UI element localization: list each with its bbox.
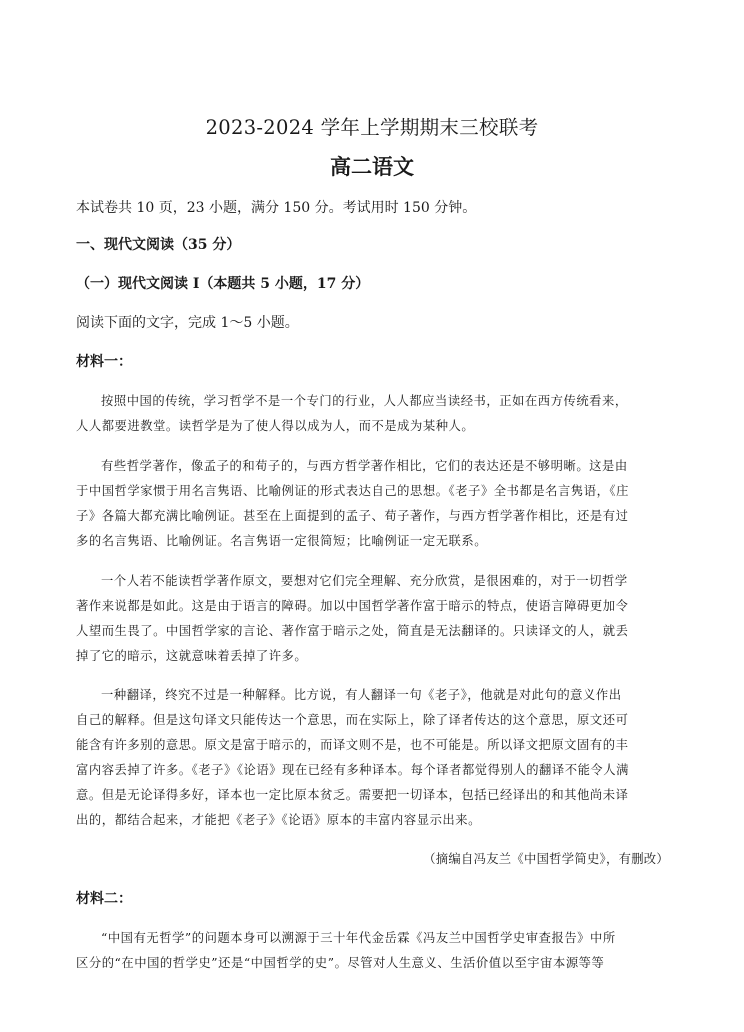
text-line: 意。但是无论译得多好，译本也一定比原本贫乏。需要把一切译本，包括已经译出的和其他尚未译 xyxy=(76,788,629,802)
text-line: 有些哲学著作，像孟子的和荀子的，与西方哲学著作相比，它们的表达还是不够明晰。这是由 xyxy=(101,459,628,473)
exam-intro: 本试卷共 10 页，23 小题，满分 150 分。考试用时 150 分钟。 xyxy=(76,200,477,216)
subsection-heading: （一）现代文阅读 I（本题共 5 小题，17 分） xyxy=(76,276,370,292)
text-line: 于中国哲学家惯于用名言隽语、比喻例证的形式表达自己的思想。《老子》全书都是名言隽语，《庄 xyxy=(76,484,629,498)
text-line: 能含有许多别的意思。原文是富于暗示的，而译文则不是，也不可能是。所以译文把原文固有的丰 xyxy=(76,738,629,752)
text-line: 出的，都结合起来，才能把《老子》《论语》原本的丰富内容显示出来。 xyxy=(76,813,481,827)
text-line: 按照中国的传统，学习哲学不是一个专门的行业，人人都应当读经书，正如在西方传统看来， xyxy=(101,394,628,408)
text-line: 富内容丢掉了许多。《老子》《论语》现在已经有多种译本。每个译者都觉得别人的翻译不能令人满 xyxy=(76,763,629,777)
section-heading: 一、现代文阅读（35 分） xyxy=(76,237,241,253)
material-one-label: 材料一： xyxy=(76,354,132,370)
material-one-source: （摘编自冯友兰《中国哲学简史》，有删改） xyxy=(423,852,669,866)
text-line: 多的名言隽语、比喻例证。名言隽语一定很简短；比喻例证一定无联系。 xyxy=(76,534,488,548)
text-line: “中国有无哲学”的问题本身可以溯源于三十年代金岳霖《冯友兰中国哲学史审查报告》中所 xyxy=(101,931,616,945)
text-line: 著作来说都是如此。这是由于语言的障碍。加以中国哲学著作富于暗示的特点，使语言障碍更加令 xyxy=(76,599,629,613)
text-line: 子》各篇大都充满比喻例证。甚至在上面提到的孟子、荀子著作，与西方哲学著作相比，还是有过 xyxy=(76,509,629,523)
text-line: 人人都要进教堂。读哲学是为了使人得以成为人，而不是成为某种人。 xyxy=(76,419,475,433)
text-line: 人望而生畏了。中国哲学家的言论、著作富于暗示之处，简直是无法翻译的。只读译文的人，就丢 xyxy=(76,624,629,638)
text-line: 自己的解释。但是这句译文只能传达一个意思，而在实际上，除了译者传达的这个意思，原文还可 xyxy=(76,713,629,727)
exam-subject: 高二语文 xyxy=(330,155,414,179)
text-line: 掉了它的暗示，这就意味着丢掉了许多。 xyxy=(76,649,308,663)
material-two-label: 材料二： xyxy=(76,891,132,907)
text-line: 一种翻译，终究不过是一种解释。比方说，有人翻译一句《老子》，他就是对此句的意义作出 xyxy=(101,688,622,702)
reading-instruction: 阅读下面的文字，完成 1～5 小题。 xyxy=(76,315,299,331)
text-line: 区分的“在中国的哲学史”还是“中国哲学的史”。尽管对人生意义、生活价值以至宇宙本源等等 xyxy=(76,956,605,970)
exam-title: 2023-2024 学年上学期期末三校联考 xyxy=(205,116,539,139)
text-line: 一个人若不能读哲学著作原文，要想对它们完全理解、充分欣赏，是很困难的，对于一切哲学 xyxy=(101,574,628,588)
